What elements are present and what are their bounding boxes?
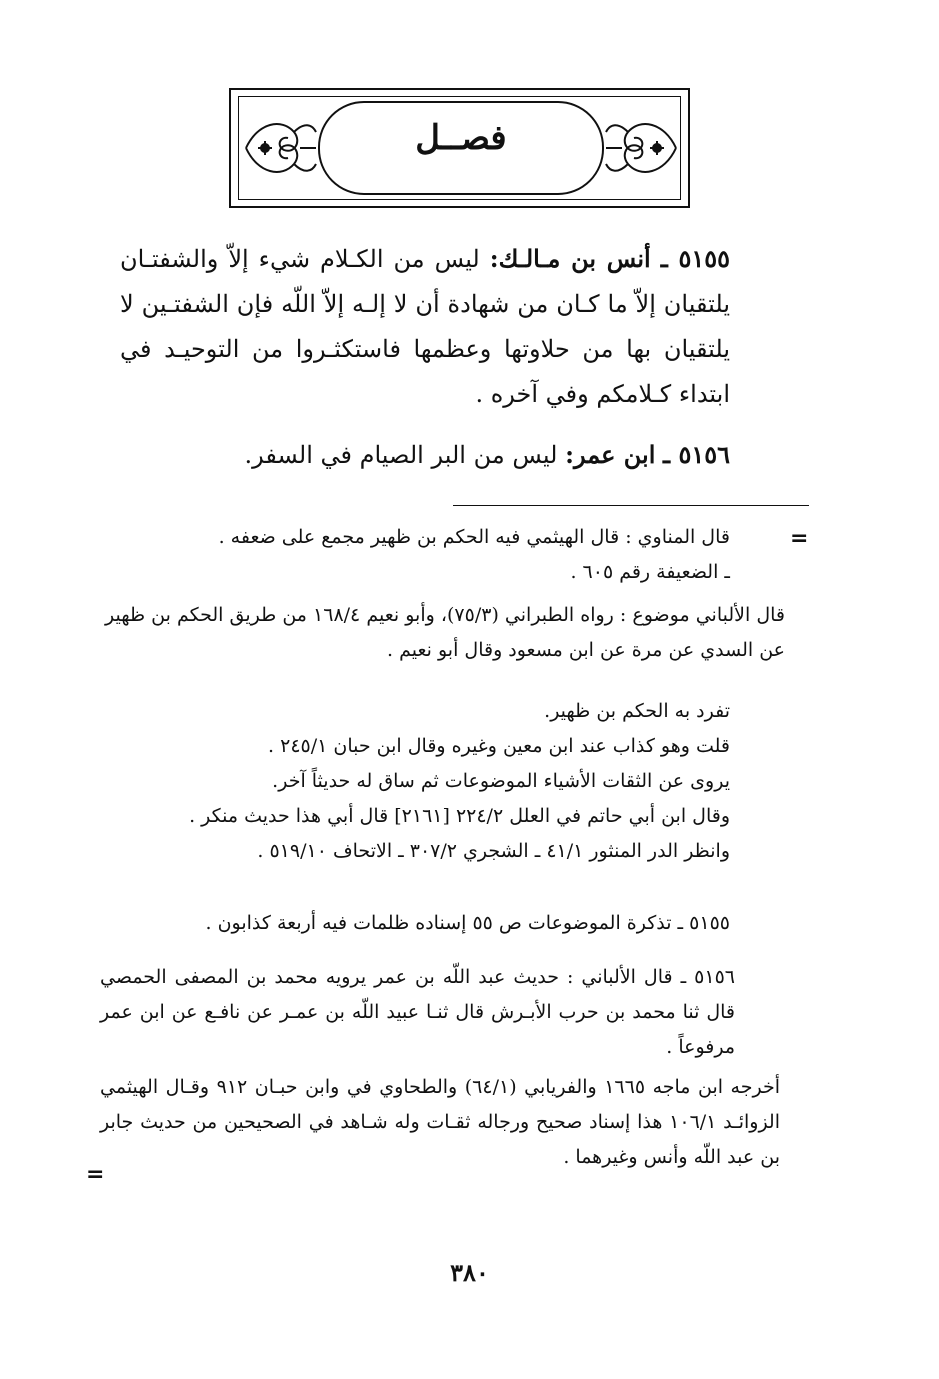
entry-text: ليس من الكـلام شيء إلاّ والشفتـان يلتقيان إلاّ ما كـان من شهادة أن لا إلـه إلاّ اللّه فإن الشفتـين لا يلتقيان بها من حلاوتها وعظمها فاستكثـروا من التوحيـد في ابتداء كـلامكم وفي آخره . <box>120 245 730 408</box>
footnote-block-1 <box>100 520 730 590</box>
footnote-line: وقال ابن أبي حاتم في العلل ٢٢٤/٢ [٢١٦١] قال أبي هذا حديث منكر . <box>189 805 730 827</box>
entry-5155 <box>120 236 730 417</box>
footnote-line: ـ الضعيفة رقم ٦٠٥ . <box>570 561 730 583</box>
entry-narrator: ابن عمر: <box>565 440 656 469</box>
entry-number: ٥١٥٥ ـ <box>660 244 731 273</box>
arabesque-ornament-left-icon <box>238 102 318 194</box>
continuation-mark: = <box>790 526 809 551</box>
arabesque-ornament-right-icon <box>604 102 684 194</box>
footnote-line: تفرد به الحكم بن ظهير. <box>544 700 730 722</box>
entry-5156 <box>120 432 730 478</box>
footnote-line: أخرجه ابن ماجه ١٦٦٥ والفريابي (٦٤/١) والطحاوي في وابن حبـان ٩١٢ وقـال الهيثمي الزوائـد ١٠٦/١ هذا إسناد صحيح ورجاله ثقـات وله شـاهد في الصحيحين من حديث جابر بن عبد اللّه وأنس وغيرهما . <box>100 1076 781 1168</box>
footnote-separator <box>453 505 809 506</box>
footnote-block-3 <box>140 694 730 869</box>
end-mark: = <box>86 1162 105 1187</box>
footnote-line: قال الألباني موضوع : رواه الطبراني (٧٥/٣)، وأبو نعيم ١٦٨/٤ من طريق الحكم بن ظهير عن السدي عن مرة عن ابن مسعود وقال أبو نعيم . <box>105 604 785 661</box>
page-number: ٣٨٠ <box>450 1258 489 1287</box>
footnote-line: وانظر الدر المنثور ٤١/١ ـ الشجري ٣٠٧/٢ ـ الاتحاف ٥١٩/١٠ . <box>257 840 730 862</box>
footnote-5155 <box>140 906 730 941</box>
footnote-line: قال المناوي : قال الهيثمي فيه الحكم بن ظهير مجمع على ضعفه . <box>218 526 730 548</box>
footnote-line: يروى عن الثقات الأشياء الموضوعات ثم ساق له حديثاً آخر. <box>272 770 730 792</box>
entry-number: ٥١٥٦ ـ <box>663 440 730 469</box>
footnote-line: ٥١٥٥ ـ تذكرة الموضوعات ص ٥٥ إسناده ظلمات فيه أربعة كذابون . <box>205 912 730 934</box>
footnote-line: ٥١٥٦ ـ قال الألباني : حديث عبد اللّه بن عمر يرويه محمد بن المصفى الحمصي قال ثنا محمد بن حرب الأبـرش قال ثنـا عبيد اللّه بن عمـر عن نافـع عن ابن عمر مرفوعاً . <box>100 966 735 1058</box>
section-heading: فصــل <box>415 118 507 158</box>
entry-text: ليس من البر الصيام في السفر. <box>244 441 558 469</box>
footnote-block-2 <box>105 598 785 668</box>
footnote-line: قلت وهو كذاب عند ابن معين وغيره وقال ابن حبان ٢٤٥/١ . <box>268 735 730 757</box>
entry-narrator: أنس بن مـالـك: <box>489 244 651 273</box>
footnote-5156-sources <box>100 1070 780 1175</box>
footnote-5156 <box>100 960 735 1065</box>
